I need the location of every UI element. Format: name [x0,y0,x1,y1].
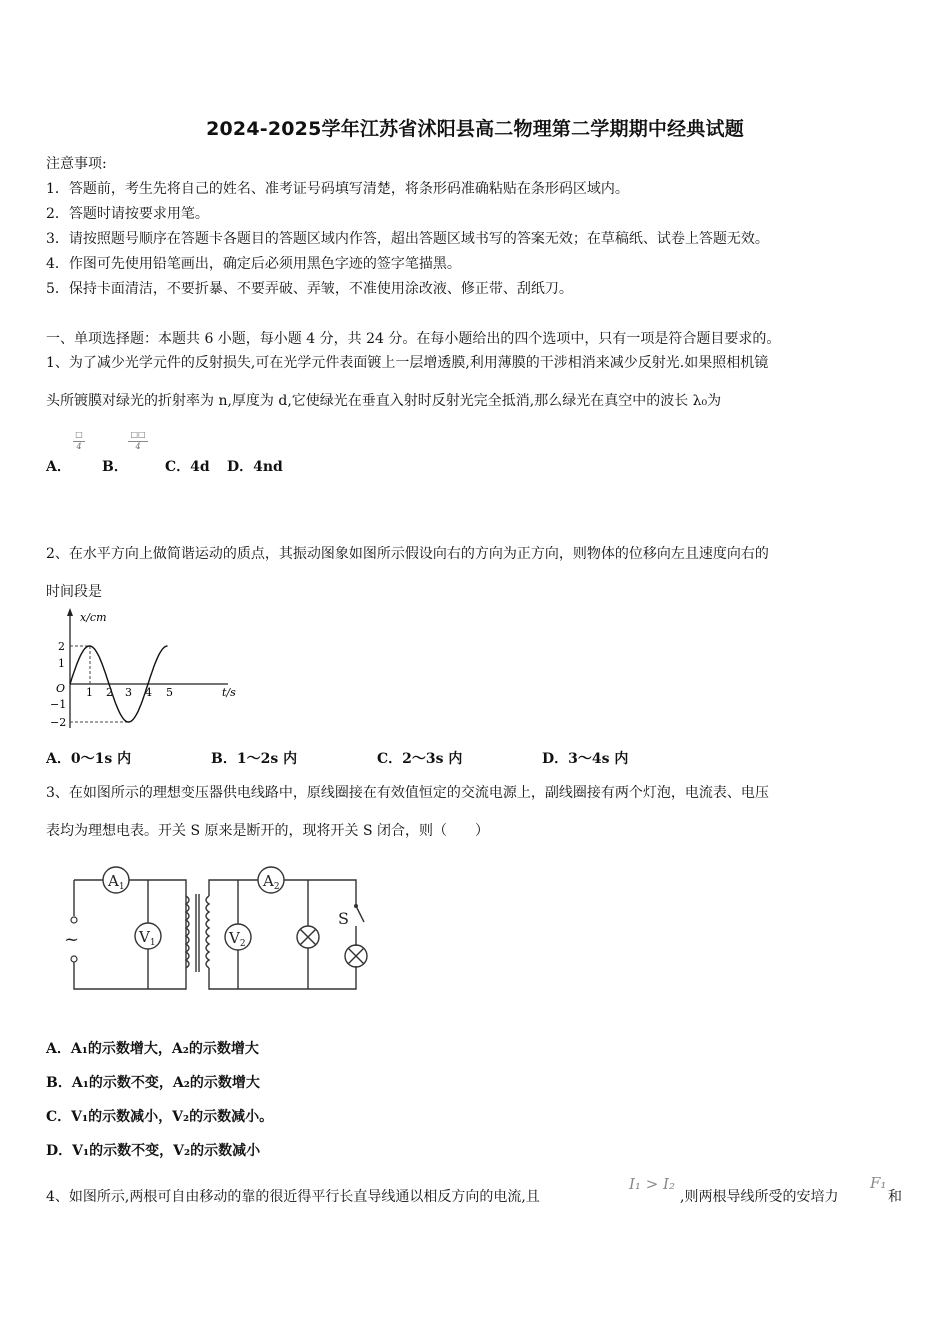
q2-option-d: D．3～4s 内 [542,751,629,767]
q4-math-current-inequality: I₁ > I₂ [629,1175,675,1193]
a1-label: $A_1$ [108,872,125,892]
notice-item-4: 4．作图可先使用铅笔画出，确定后必须用黑色字迹的签字笔描黑。 [46,256,461,272]
q1-text-line2: 头所镀膜对绿光的折射率为 n,厚度为 d,它使绿光在垂直入射时反射光完全抵消,那么绿光在真空中的波长 λ₀为 [46,393,722,409]
q3-text-line1: 3、在如图所示的理想变压器供电线路中，原线圈接在有效值恒定的交流电源上，副线圈接有两个灯泡，电流表、电压 [46,785,769,801]
q2-option-b: B．1～2s 内 [211,751,298,767]
graph-ytick-1: 1 [58,657,65,670]
graph-y-label: x/cm [80,611,107,624]
q2-text-line1: 2、在水平方向上做简谐运动的质点，其振动图象如图所示假设向右的方向为正方向，则物体的位移向左且速度向右的 [46,546,769,562]
secondary-coil [206,896,209,968]
v2-label: $V_2$ [229,929,246,949]
source-terminal-top [71,917,77,923]
notice-item-5: 5．保持卡面清洁，不要折暴、不要弄破、弄皱，不准使用涂改液、修正带、刮纸刀。 [46,281,573,297]
graph-xtick-2: 2 [106,686,113,699]
q1-fraction-b-numerator: □□ [130,430,146,439]
notice-heading: 注意事项: [46,156,107,172]
q4-text-mid: ,则两根导线所受的安培力 [680,1189,839,1205]
graph-xtick-1: 1 [86,686,93,699]
notice-item-1: 1．答题前，考生先将自己的姓名、准考证号码填写清楚，将条形码准确粘贴在条形码区域内。 [46,181,629,197]
graph-origin: O [56,682,66,695]
q1-option-b: B． [102,459,128,475]
q2-options [46,748,746,768]
q1-fraction-a-numerator: □ [75,430,83,439]
q2-option-a: A．0～1s 内 [46,751,132,767]
q2-vibration-graph [50,606,242,732]
v1-label: $V_1$ [139,928,156,948]
q3-option-a: A．A₁的示数增大，A₂的示数增大 [46,1041,259,1057]
q3-option-d: D．V₁的示数不变，V₂的示数减小 [46,1143,261,1159]
graph-ytick-neg1: −1 [50,698,67,711]
graph-ytick-neg2: −2 [50,716,67,729]
page-title: 2024-2025学年江苏省沭阳县高二物理第二学期期中经典试题 [206,118,744,140]
q3-option-b: B．A₁的示数不变，A₂的示数增大 [46,1075,260,1091]
ac-source-symbol: ~ [64,929,80,950]
a2-label: $A_2$ [263,872,280,892]
notice-item-2: 2．答题时请按要求用笔。 [46,206,209,222]
section-heading: 一、单项选择题：本题共 6 小题，每小题 4 分，共 24 分。在每小题给出的四个选项中，只有一项是符合题目要求的。 [46,331,781,347]
graph-xtick-4: 4 [145,686,152,699]
q1-fraction-a-denominator: 4 [73,441,85,451]
q4-text-before: 4、如图所示,两根可自由移动的靠的很近得平行长直导线通以相反方向的电流,且 [46,1189,540,1205]
q1-option-c: C．4d [165,459,210,475]
q1-fraction-b-denominator: 4 [128,441,148,451]
notice-item-3: 3．请按照题号顺序在答题卡各题目的答题区域内作答，超出答题区域书写的答案无效；在草稿纸、试卷上答题无效。 [46,231,769,247]
primary-wire [74,880,186,989]
switch-blade [356,906,364,922]
q3-option-c: C．V₁的示数减小，V₂的示数减小。 [46,1109,274,1125]
switch-label: S [338,909,349,928]
q2-text-line2: 时间段是 [46,584,102,600]
graph-xtick-5: 5 [166,686,173,699]
q1-option-d: D．4nd [227,459,283,475]
graph-ytick-2: 2 [58,640,65,653]
q4-math-force: F₁ [870,1174,887,1192]
q1-text-line1: 1、为了减少光学元件的反射损失,可在光学元件表面镀上一层增透膜,利用薄膜的干涉相消来减少反射光.如果照相机镜 [46,355,769,371]
q1-fraction-a [73,430,85,451]
switch-pivot [354,904,358,908]
secondary-wire-bottom [209,966,356,989]
graph-x-label: t/s [222,686,236,699]
q4-text-after: 和 [888,1189,902,1205]
source-terminal-bottom [71,956,77,962]
q3-text-line2: 表均为理想电表。开关 S 原来是断开的，现将开关 S 闭合，则（ ） [46,823,489,839]
q1-option-a: A． [46,459,71,475]
graph-xtick-3: 3 [125,686,132,699]
q3-transformer-circuit [60,864,370,996]
secondary-wire-top [209,880,356,906]
q1-options [46,456,546,476]
graph-y-arrow [67,608,73,616]
q1-fraction-b [128,430,148,451]
q2-option-c: C．2～3s 内 [377,751,463,767]
